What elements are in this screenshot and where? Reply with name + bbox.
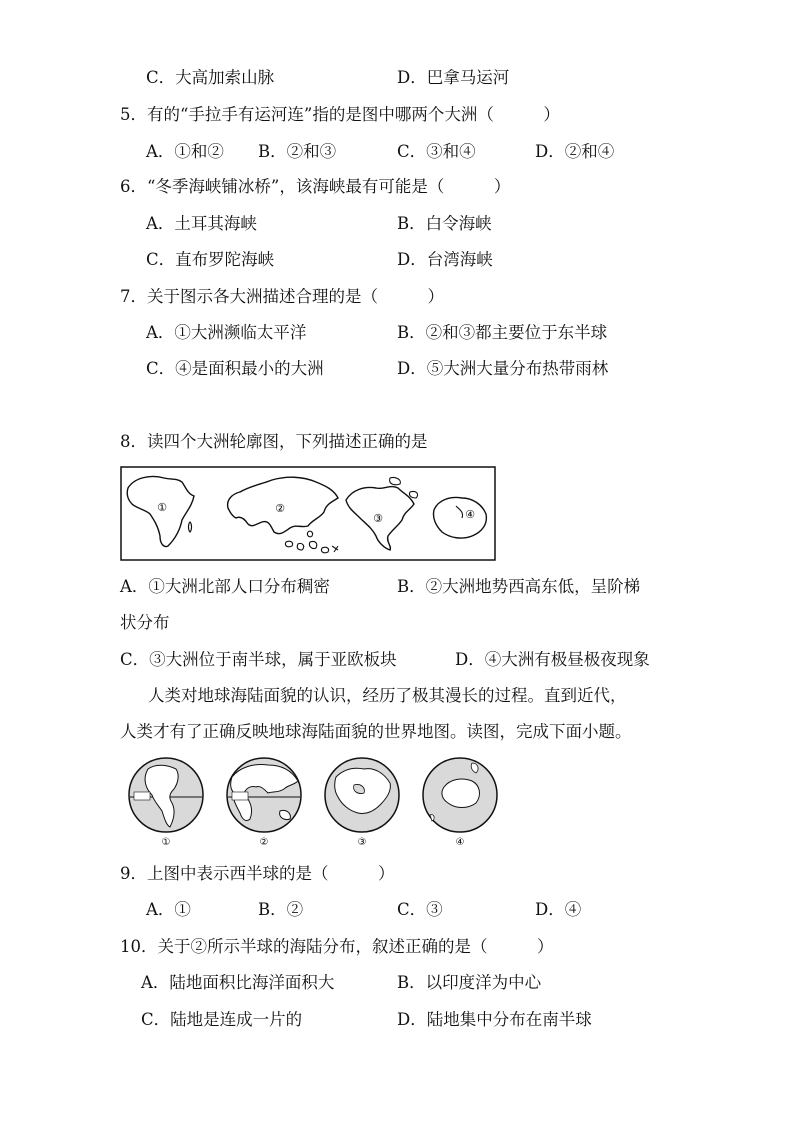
q6-option-b: B．白令海峡 (397, 214, 492, 233)
q7-option-a: A．①大洲濒临太平洋 (146, 323, 307, 342)
q5-option-b: B．②和③ (258, 142, 337, 161)
q6-option-a: A．土耳其海峡 (146, 214, 257, 233)
continent-outline-figure (120, 466, 496, 561)
globe-2 (227, 758, 301, 832)
map-label-4: ④ (465, 508, 475, 521)
map-label-3: ③ (373, 512, 383, 525)
q10-option-a: A．陆地面积比海洋面积大 (141, 973, 335, 992)
q10-stem: 10．关于②所示半球的海陆分布，叙述正确的是（ ） (120, 937, 554, 956)
q8-option-c: C．③大洲位于南半球，属于亚欧板块 (120, 650, 397, 669)
q8-stem: 8．读四个大洲轮廓图，下列描述正确的是 (120, 432, 428, 451)
q9-option-d: D．④ (535, 900, 582, 919)
q5-option-c: C．③和④ (397, 142, 476, 161)
q5-stem: 5．有的“手拉手有运河连”指的是图中哪两个大洲（ ） (120, 105, 560, 124)
globe-3 (325, 758, 399, 832)
q8-option-b-line1: B．②大洲地势西高东低，呈阶梯 (397, 577, 641, 596)
map-label-1: ① (157, 501, 167, 514)
globe-label-1: ① (161, 837, 171, 848)
globe-1 (129, 758, 203, 832)
q10-option-d: D．陆地集中分布在南半球 (397, 1010, 592, 1029)
q7-option-c: C．④是面积最小的大洲 (146, 359, 324, 378)
q6-option-c: C．直布罗陀海峡 (146, 250, 275, 269)
q8-option-d: D．④大洲有极昼极夜现象 (455, 650, 650, 669)
hemisphere-globes-figure (128, 755, 508, 850)
globe-label-3: ③ (357, 837, 367, 848)
q5-option-d: D．②和④ (535, 142, 615, 161)
q9-option-a: A．① (146, 900, 191, 919)
q8-option-a: A．①大洲北部人口分布稠密 (120, 577, 330, 596)
q8-option-b-line2: 状分布 (120, 613, 170, 632)
q6-option-d: D．台湾海峡 (397, 250, 493, 269)
map-label-2: ② (275, 502, 285, 515)
globe-label-4: ④ (455, 837, 465, 848)
q6-stem: 6．“冬季海峡铺冰桥”，该海峡最有可能是（ ） (120, 177, 511, 196)
hemisphere-globes-svg (128, 755, 508, 850)
q7-option-b: B．②和③都主要位于东半球 (397, 323, 608, 342)
q7-option-d: D．⑤大洲大量分布热带雨林 (397, 359, 609, 378)
q9-option-b: B．② (258, 900, 304, 919)
q10-option-c: C．陆地是连成一片的 (141, 1010, 303, 1029)
continent-outline-svg (120, 466, 496, 561)
globe-label-2: ② (259, 837, 269, 848)
globe-4 (423, 758, 497, 832)
q5-option-a: A．①和② (146, 142, 224, 161)
q7-stem: 7．关于图示各大洲描述合理的是（ ） (120, 287, 444, 306)
intro-line-2: 人类才有了正确反映地球海陆面貌的世界地图。读图，完成下面小题。 (120, 722, 632, 741)
q10-option-b: B．以印度洋为中心 (397, 973, 542, 992)
q4-option-c: C．大高加索山脉 (146, 68, 275, 87)
q4-option-d: D．巴拿马运河 (397, 68, 510, 87)
intro-line-1: 人类对地球海陆面貌的认识，经历了极其漫长的过程。直到近代， (148, 686, 627, 705)
q9-stem: 9．上图中表示西半球的是（ ） (120, 864, 395, 883)
q9-option-c: C．③ (397, 900, 443, 919)
